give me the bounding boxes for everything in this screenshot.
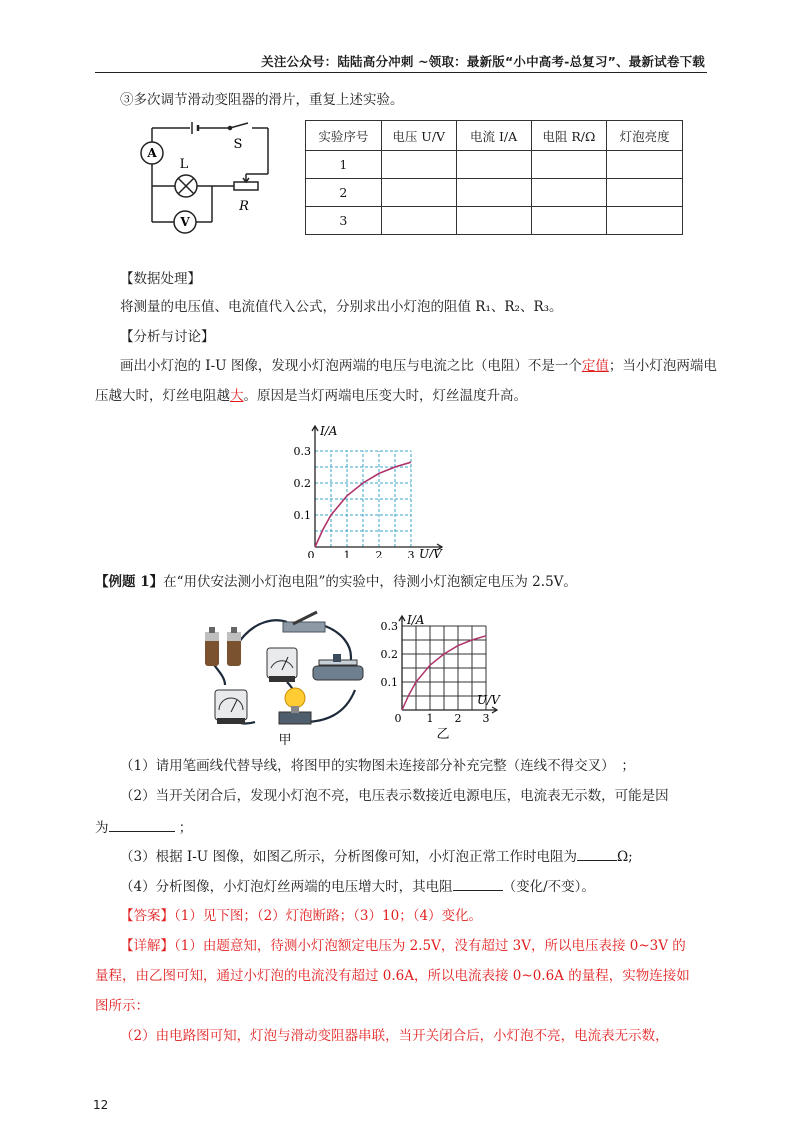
table-cell — [456, 207, 531, 235]
x-axis-label: U/V — [477, 693, 500, 707]
bulb-icon — [279, 688, 311, 724]
answer-label: 【答案】 — [120, 908, 174, 924]
table-cell — [381, 207, 456, 235]
table-cell — [607, 179, 683, 207]
example-label: 【例题 1】 — [95, 574, 164, 590]
table-row — [306, 179, 683, 207]
table-row — [306, 151, 683, 179]
lamp-icon — [175, 175, 197, 197]
table-header-cell: 电流 I/A — [456, 121, 531, 151]
table-header-cell: 电阻 R/Ω — [531, 121, 607, 151]
table-cell — [531, 207, 607, 235]
answer-blank — [109, 817, 175, 832]
question-text: ； — [178, 820, 193, 836]
svg-text:A: A — [147, 146, 157, 160]
fill-answer: 定值 — [581, 358, 609, 374]
x-tick-label: 3 — [407, 549, 415, 558]
fill-answer: 大 — [230, 388, 244, 404]
table-header-row — [306, 121, 683, 151]
data-processing-heading: 【数据处理】 — [120, 271, 201, 287]
x-tick-label: 2 — [454, 712, 462, 725]
iu-chart — [290, 418, 460, 558]
x-tick-label: 1 — [426, 712, 434, 725]
figure-label-yi: 乙 — [436, 727, 450, 742]
question-text: （3）根据 I-U 图像，如图乙所示，分析图像可知，小灯泡正常工作时电阻为 — [120, 849, 577, 865]
detail-line-2: 量程，由乙图可知，通过小灯泡的电流没有超过 0.6A，所以电流表接 0~0.6A 的量程，实物连接如 — [95, 968, 690, 984]
table-cell — [381, 151, 456, 179]
voltmeter-icon — [174, 211, 196, 233]
y-tick-label: 0.1 — [293, 509, 311, 522]
y-tick-label: 0.2 — [293, 477, 311, 490]
question-4 — [120, 876, 595, 897]
step-3-text: ③多次调节滑动变阻器的滑片，重复上述实验。 — [120, 92, 404, 108]
question-text: （4）分析图像，小灯泡灯丝两端的电压增大时，其电阻 — [120, 879, 453, 895]
header-divider — [95, 72, 707, 73]
answer-blank — [577, 846, 617, 861]
table-cell: 3 — [306, 207, 382, 235]
table-cell — [456, 179, 531, 207]
answer-text: （1）见下图；（2）灯泡断路；（3）10；（4）变化。 — [174, 908, 483, 924]
table-cell: 2 — [306, 179, 382, 207]
lamp-label: L — [179, 157, 189, 172]
x-tick-label: 3 — [482, 712, 490, 725]
answer — [120, 906, 482, 926]
question-3 — [120, 846, 633, 867]
switch-label: S — [233, 137, 243, 152]
detail-text: （1）由题意知，待测小灯泡额定电压为 2.5V，没有超过 3V，所以电压表接 0~3V 的 — [174, 938, 686, 954]
y-tick-label: 0.1 — [380, 676, 398, 689]
x-axis-label: U/V — [419, 547, 442, 558]
table-row — [306, 207, 683, 235]
y-tick-label: 0.2 — [380, 648, 398, 661]
detail-line-3: 图所示： — [95, 998, 149, 1014]
ammeter-icon — [215, 690, 247, 724]
table-cell — [531, 179, 607, 207]
detail-line-4: （2）由电路图可知，灯泡与滑动变阻器串联，当开关闭合后，小灯泡不亮，电流表无示数， — [120, 1028, 669, 1044]
answer-blank — [453, 876, 503, 891]
table-cell — [456, 151, 531, 179]
y-tick-label: 0.3 — [380, 620, 398, 633]
svg-text:V: V — [180, 215, 190, 229]
voltmeter-icon — [267, 648, 297, 682]
table-header-cell: 灯泡亮度 — [607, 121, 683, 151]
question-text: 为 — [95, 820, 109, 836]
apparatus-diagram — [195, 610, 375, 750]
rheostat-icon — [313, 654, 363, 680]
page-number: 12 — [93, 1098, 109, 1112]
page-header: 关注公众号：陆陆高分冲刺 ~领取：最新版“小中高考-总复习”、最新试卷下载 — [261, 54, 705, 69]
question-2-line-2 — [95, 817, 192, 838]
detail-line-1 — [120, 936, 686, 956]
experiment-table — [305, 120, 683, 235]
y-axis-label: I/A — [320, 424, 338, 438]
data-processing-text: 将测量的电压值、电流值代入公式，分别求出小灯泡的阻值 R₁、R₂、R₃。 — [120, 299, 563, 315]
table-header-cell: 实验序号 — [306, 121, 382, 151]
x-tick-label: 2 — [375, 549, 383, 558]
analysis-text: 压越大时，灯丝电阻越 — [95, 388, 230, 404]
x-tick-label: 0 — [394, 712, 402, 725]
y-axis-label: I/A — [407, 613, 425, 627]
analysis-line-2 — [95, 386, 527, 406]
table-cell — [607, 151, 683, 179]
battery-icon — [205, 627, 241, 666]
iu-chart-yi — [375, 610, 505, 745]
analysis-text: 。原因是当灯两端电压变大时，灯丝温度升高。 — [243, 388, 527, 404]
example-text: 在“用伏安法测小灯泡电阻”的实验中，待测小灯泡额定电压为 2.5V。 — [163, 574, 577, 590]
example-1 — [95, 572, 577, 592]
analysis-text: 画出小灯泡的 I-U 图像，发现小灯泡两端的电压与电流之比（电阻）不是一个 — [120, 358, 582, 374]
rheostat-label: R — [239, 199, 249, 214]
question-text: Ω; — [616, 849, 633, 865]
x-tick-label: 0 — [307, 549, 315, 558]
switch-icon — [283, 612, 325, 632]
analysis-text: ；当小灯泡两端电 — [608, 358, 717, 374]
analysis-heading: 【分析与讨论】 — [120, 329, 215, 345]
x-tick-label: 1 — [343, 549, 351, 558]
figure-label-jia: 甲 — [278, 733, 292, 748]
question-text: （变化/不变）。 — [502, 879, 595, 895]
table-cell — [381, 179, 456, 207]
table-cell — [531, 151, 607, 179]
analysis-line-1 — [120, 356, 717, 376]
ammeter-icon — [141, 142, 163, 164]
table-cell — [607, 207, 683, 235]
y-tick-label: 0.3 — [293, 445, 311, 458]
question-2-line-1: （2）当开关闭合后，发现小灯泡不亮，电压表示数接近电源电压，电流表无示数，可能是因 — [120, 788, 669, 804]
table-header-cell: 电压 U/V — [381, 121, 456, 151]
circuit-diagram — [130, 112, 280, 237]
question-1: （1）请用笔画线代替导线，将图甲的实物图未连接部分补充完整（连线不得交叉） ； — [120, 758, 635, 774]
table-cell: 1 — [306, 151, 382, 179]
detail-label: 【详解】 — [120, 938, 174, 954]
